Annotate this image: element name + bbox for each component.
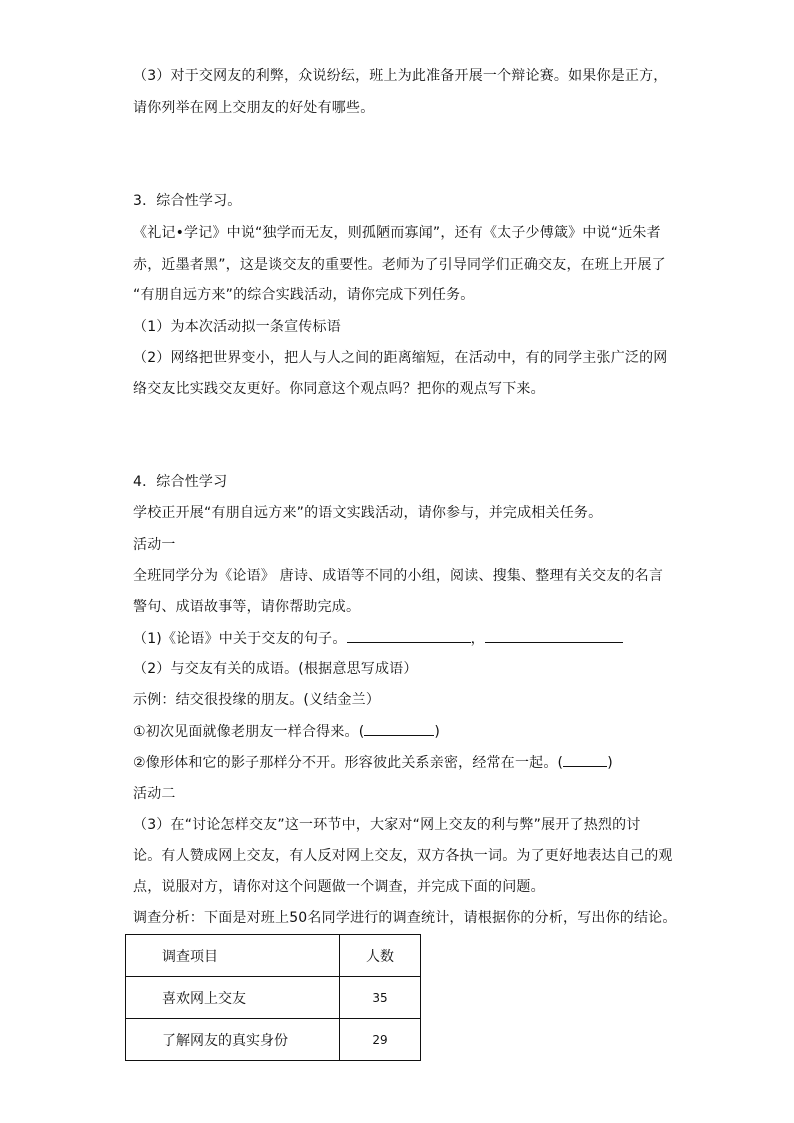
q4-task3-line3: 点，说服对方，请你对这个问题做一个调查，并完成下面的问题。 [133, 879, 545, 895]
q2-part3-line2: 请你列举在网上交朋友的好处有哪些。 [133, 100, 375, 116]
q3-intro-line3: “有朋自远方来”的综合实践活动，请你完成下列任务。 [133, 287, 475, 303]
q4-intro: 学校正开展“有朋自远方来”的语文实践活动，请你参与，并完成相关任务。 [133, 505, 603, 521]
q4-title: 4．综合性学习 [133, 474, 228, 490]
table-cell-item: 了解网友的真实身份 [126, 1019, 340, 1061]
q4-activity2-label: 活动二 [133, 786, 176, 802]
q3-intro-line2: 赤，近墨者黑”，这是谈交友的重要性。老师为了引导同学们正确交友，在班上开展了 [133, 257, 666, 273]
table-row [126, 977, 421, 1019]
q4-example: 示例：结交很投缘的朋友。(义结金兰） [133, 692, 381, 708]
q4-activity1-label: 活动一 [133, 537, 176, 553]
answer-blank-3[interactable] [364, 721, 434, 736]
q4-survey-intro: 调查分析：下面是对班上50名同学进行的调查统计，请根据你的分析，写出你的结论。 [133, 910, 677, 926]
q3-task1: （1）为本次活动拟一条宣传标语 [133, 319, 341, 335]
q2-part3-line1: （3）对于交网友的利弊，众说纷纭，班上为此准备开展一个辩论赛。如果你是正方， [133, 68, 668, 84]
q4-item2-close: ) [607, 755, 613, 771]
q3-title: 3．综合性学习。 [133, 193, 242, 209]
q4-item1-close: ) [434, 724, 441, 740]
answer-blank-2[interactable] [485, 628, 623, 643]
q4-activity1-line2: 警句、成语故事等，请你帮助完成。 [133, 599, 361, 615]
table-cell-item: 喜欢网上交友 [126, 977, 340, 1019]
q4-task1 [133, 628, 623, 649]
q4-task1-text: （1)《论语》中关于交友的句子。 [133, 631, 347, 647]
q3-task2-line2: 络交友比实践交友更好。你同意这个观点吗？把你的观点写下来。 [133, 381, 545, 397]
q4-task2: （2）与交友有关的成语。(根据意思写成语） [133, 661, 418, 677]
q4-item2-text: ②像形体和它的影子那样分不开。形容彼此关系亲密，经常在一起。( [133, 755, 564, 771]
table-row [126, 1019, 421, 1061]
table-header-row [126, 935, 421, 977]
q3-task2-line1: （2）网络把世界变小，把人与人之间的距离缩短，在活动中，有的同学主张广泛的网 [133, 350, 668, 366]
q4-task1-separator: ， [470, 631, 485, 647]
table-cell-count: 29 [340, 1019, 421, 1061]
q4-item2 [133, 752, 613, 773]
survey-table [125, 934, 421, 1061]
answer-blank-4[interactable] [563, 752, 607, 767]
q4-item1-text: ①初次见面就像老朋友一样合得来。( [133, 724, 365, 740]
table-header-count: 人数 [340, 935, 421, 977]
q4-task3-line1: （3）在“讨论怎样交友”这一环节中，大家对“网上交友的利与弊”展开了热烈的讨 [133, 817, 641, 833]
q4-item1 [133, 721, 440, 742]
q4-activity1-line1: 全班同学分为《论语》 唐诗、成语等不同的小组，阅读、搜集、整理有关交友的名言 [133, 568, 664, 584]
table-header-item: 调查项目 [126, 935, 340, 977]
answer-blank-1[interactable] [347, 628, 471, 643]
q4-task3-line2: 论。有人赞成网上交友，有人反对网上交友，双方各执一词。为了更好地表达自己的观 [133, 848, 673, 864]
q3-intro-line1: 《礼记•学记》中说“独学而无友，则孤陋而寡闻”，还有《太子少傅箴》中说“近朱者 [133, 225, 661, 241]
table-cell-count: 35 [340, 977, 421, 1019]
